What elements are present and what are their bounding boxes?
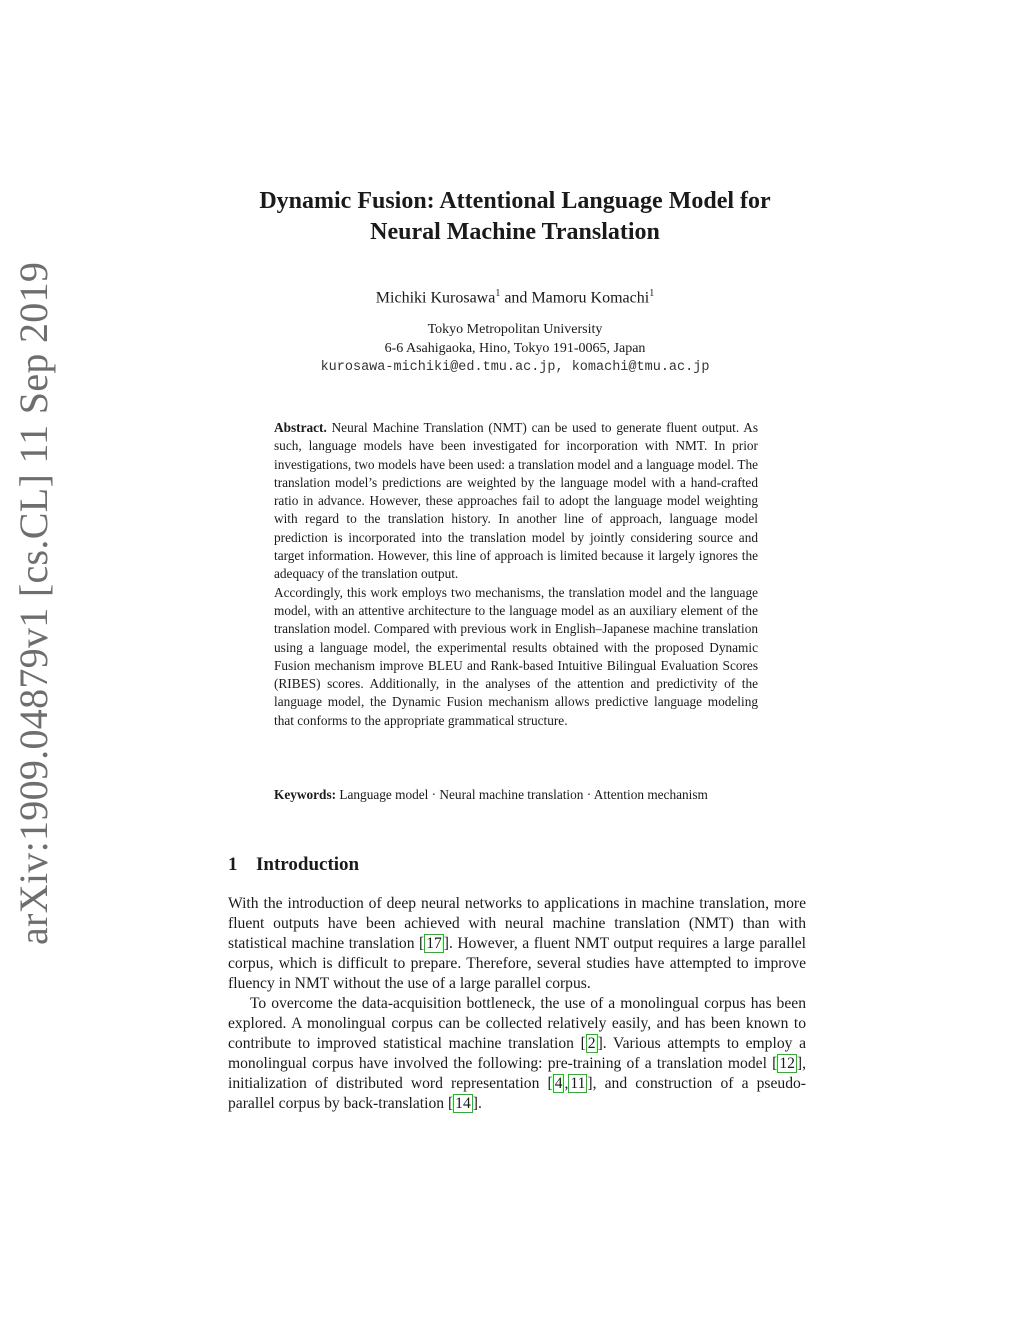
title-line-2: Neural Machine Translation: [370, 219, 660, 245]
section-title: Introduction: [256, 854, 360, 875]
address: 6-6 Asahigaoka, Hino, Tokyo 191-0065, Japan: [384, 341, 646, 356]
text-run: With the introduction of deep neural networks to applications in machine translation, more fluent outputs have been achieved with neural machine translation (NMT) than with statistical machine translation [: [228, 895, 806, 952]
text-run: ]. However, a fluent NMT output requires a large parallel corpus, which is difficult to prepare. Therefore, several studies have attempted to improve fluency in NMT without the use of a large parallel corpus.: [228, 935, 806, 992]
text-run: ,: [564, 1075, 569, 1092]
text-run: To overcome the data-acquisition bottleneck, the use of a monolingual corpus has been explored. A monolingual corpus can be collected relatively easily, and has been known to contribute to improved statistical machine translation [: [228, 995, 806, 1052]
body-text: [228, 894, 806, 1114]
text-run: ].: [472, 1095, 482, 1112]
text-run: ], initialization of distributed word representation [: [228, 1055, 806, 1092]
institution: Tokyo Metropolitan University: [427, 322, 603, 337]
abstract-text: Neural Machine Translation (NMT) can be used to generate fluent output. As such, language models have been investigated for incorporation with NMT. In prior investigations, two models have been used: a translation model and a language model. The translation model’s predictions are weighted by the language model with a hand-crafted ratio in advance. However, these approaches fail to adopt the language model weighting with regard to the translation history. In another line of approach, language model prediction is incorporated into the translation model by jointly considering source and target information. However, this line of approach is limited because it largely ignores the adequacy of the translation output.: [274, 420, 758, 582]
citation-link[interactable]: 2: [587, 1035, 596, 1052]
keywords: [274, 786, 758, 804]
abstract: [274, 419, 758, 730]
affiliation-marker: 1: [649, 288, 655, 299]
citation-link[interactable]: 17: [426, 935, 442, 952]
text-run: ]. Various attempts to employ a monolingual corpus have involved the following: pre-training of a translation model [: [228, 1035, 806, 1072]
citation-link[interactable]: 11: [570, 1075, 586, 1092]
section-number: 1: [228, 854, 238, 875]
keywords-text: Language model · Neural machine translation · Attention mechanism: [336, 787, 708, 802]
affiliation-marker: 1: [495, 288, 501, 299]
author-separator: and: [500, 289, 532, 307]
abstract-paragraph: Accordingly, this work employs two mechanisms, the translation model and the language model, with an attentive architecture to the language model as an auxiliary element of the translation model. Compared with previous work in English–Japanese machine translation using a language model, the experimental results obtained with the proposed Dynamic Fusion mechanism improve BLEU and Rank-based Intuitive Bilingual Evaluation Scores (RIBES) scores. Additionally, in the analyses of the attention and predictivity of the language model, the Dynamic Fusion mechanism allows predictive language modeling that conforms to the appropriate grammatical structure.: [274, 584, 758, 728]
affiliation-block: [200, 320, 830, 377]
section-heading: [228, 853, 808, 877]
abstract-paragraph: [274, 419, 758, 584]
author-list: [200, 284, 830, 308]
text-run: ], and construction of a pseudo-parallel corpus by back-translation [: [228, 1075, 806, 1112]
abstract-label: Abstract.: [274, 420, 327, 435]
keywords-label: Keywords:: [274, 787, 337, 802]
body-paragraph: [228, 894, 806, 994]
citation-link[interactable]: 12: [779, 1055, 795, 1072]
paper-title: [200, 186, 830, 248]
citation-link[interactable]: 4: [554, 1075, 563, 1092]
author-name: Mamoru Komachi: [531, 289, 650, 307]
citation-link[interactable]: 14: [455, 1095, 471, 1112]
body-paragraph: [228, 994, 806, 1114]
title-line-1: Dynamic Fusion: Attentional Language Model for: [259, 188, 771, 214]
arxiv-identifier: arXiv:1909.04879v1 [cs.CL] 11 Sep 2019: [11, 261, 56, 945]
email-addresses[interactable]: kurosawa-michiki@ed.tmu.ac.jp, komachi@tmu.ac.jp: [320, 360, 710, 375]
author-name: Michiki Kurosawa: [375, 289, 496, 307]
